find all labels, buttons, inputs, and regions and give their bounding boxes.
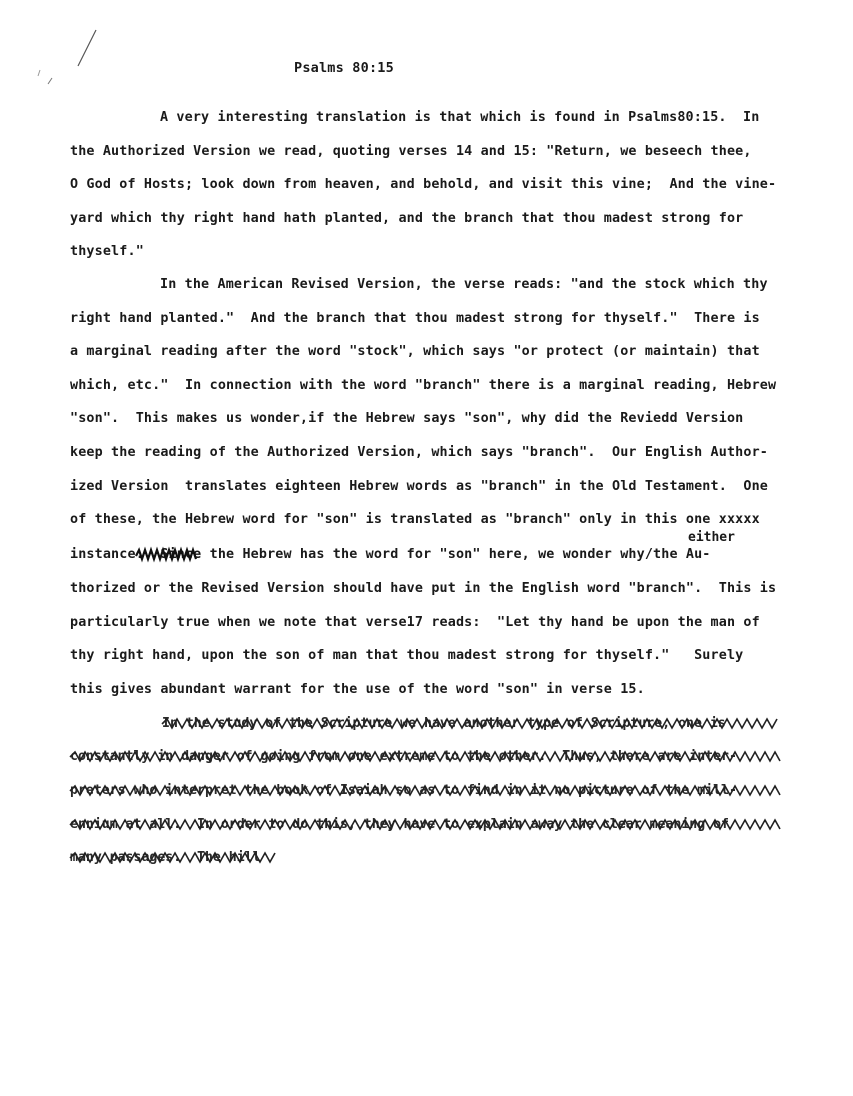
handwritten-insert: either bbox=[688, 530, 735, 545]
text-line: "son". This makes us wonder,if the Hebrew says "son", why did the Reviedd Version bbox=[70, 411, 744, 426]
struck-through-line: constantly in danger of going from one extreme to the other. Thus, there are inter- bbox=[70, 749, 737, 764]
text-line: the Authorized Version we read, quoting verses 14 and 15: "Return, we beseech thee, bbox=[70, 144, 752, 159]
text-line: of these, the Hebrew word for "son" is translated as "branch" only in this one xxxxx bbox=[70, 512, 760, 527]
text-line: thy right hand, upon the son of man that thou madest strong for thyself." Surely bbox=[70, 648, 744, 663]
pencil-mark-icon bbox=[34, 26, 104, 86]
text-line: ized Version translates eighteen Hebrew words as "branch" in the Old Testament. One bbox=[70, 479, 769, 494]
text-line: instance. Since the Hebrew has the word for "son" here, we wonder why/the Au- bbox=[70, 547, 711, 562]
text-line: O God of Hosts; look down from heaven, and behold, and visit this vine; And the vine- bbox=[70, 177, 777, 192]
text-line: keep the reading of the Authorized Version, which says "branch". Our English Author- bbox=[70, 445, 769, 460]
text-line: this gives abundant warrant for the use of the word "son" in verse 15. bbox=[70, 682, 645, 697]
struck-through-line: preters who interpret the book of Isaiah so as to find in it no picture of the mill- bbox=[70, 783, 737, 798]
text-line: In the American Revised Version, the verse reads: "and the stock which thy bbox=[160, 277, 768, 292]
text-line: yard which thy right hand hath planted, and the branch that thou madest strong for bbox=[70, 211, 744, 226]
struck-through-line: ennium at all. In order to do this, they have to explain away the clear meaning of bbox=[70, 817, 729, 832]
text-line: a marginal reading after the word "stock", which says "or protect (or maintain) that bbox=[70, 344, 760, 359]
struck-through-line: many passages. The hill bbox=[70, 850, 261, 865]
text-line: right hand planted." And the branch that thou madest strong for thyself." There is bbox=[70, 311, 760, 326]
text-line: which, etc." In connection with the word "branch" there is a marginal reading, Hebrew bbox=[70, 378, 777, 393]
page-title: Psalms 80:15 bbox=[294, 60, 394, 76]
text-line: particularly true when we note that verse17 reads: "Let thy hand be upon the man of bbox=[70, 615, 760, 630]
text-line: thyself." bbox=[70, 244, 144, 259]
struck-through-line: In the study of the Scripture we have another type of Scripture, one is bbox=[162, 716, 726, 731]
text-line: thorized or the Revised Version should have put in the English word "branch". This is bbox=[70, 581, 777, 596]
text-line: A very interesting translation is that which is found in Psalms80:15. In bbox=[160, 110, 760, 125]
